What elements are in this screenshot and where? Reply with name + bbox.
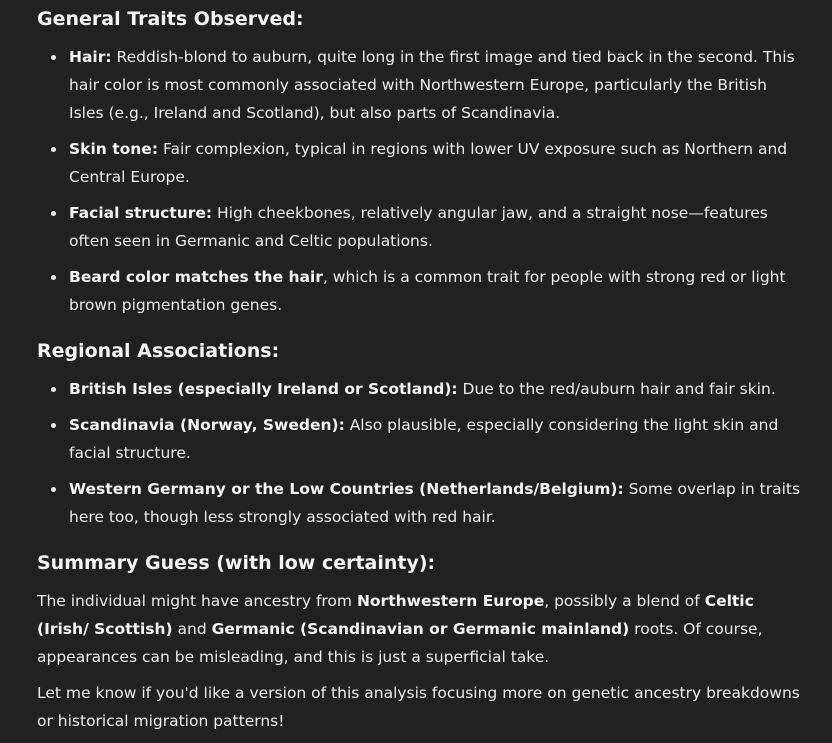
region-text-british-isles: Due to the red/auburn hair and fair skin. — [457, 380, 776, 398]
trait-text-beard: , which is a common trait for people with strong red or light brown pigmentation genes. — [69, 268, 786, 314]
summary-text: and — [172, 620, 212, 638]
trait-text-face: High cheekbones, relatively angular jaw, and a straight nose—features often seen in Germanic and Celtic populations. — [69, 204, 768, 250]
summary-emphasis: Northwestern Europe — [356, 592, 545, 610]
closing-paragraph: Let me know if you'd like a version of this analysis focusing more on genetic ancestry breakdowns or historical migration patterns! — [37, 684, 800, 730]
trait-label-hair: Hair: — [69, 48, 112, 66]
general-traits-list — [37, 43, 802, 319]
list-item — [69, 375, 802, 403]
heading-summary-guess: Summary Guess (with low certainty): — [37, 552, 436, 574]
list-item — [69, 411, 802, 467]
trait-label-beard: Beard color matches the hair — [69, 268, 323, 286]
heading-general-traits: General Traits Observed: — [37, 8, 304, 30]
trait-text-hair: Reddish-blond to auburn, quite long in the first image and tied back in the second. This hair color is most commonly associated with Northwestern Europe, particularly the British Isles (e.g., Ireland and Scotland), but also parts of Scandinavia. — [69, 48, 795, 122]
summary-text: roots. Of course, appearances can be misleading, and this is just a superficial take. — [37, 620, 763, 666]
region-label-british-isles: British Isles (especially Ireland or Scotland): — [69, 380, 458, 398]
summary-emphasis: Celtic (Irish/ Scottish) — [37, 592, 754, 638]
region-label-western-germany: Western Germany or the Low Countries (Netherlands/Belgium): — [69, 480, 624, 498]
list-item — [69, 263, 802, 319]
list-item — [69, 475, 802, 531]
summary-emphasis: Germanic (Scandinavian or Germanic mainland) — [211, 620, 630, 638]
region-text-western-germany: Some overlap in traits here too, though less strongly associated with red hair. — [69, 480, 801, 526]
trait-label-face: Facial structure: — [69, 204, 213, 222]
region-label-scandinavia: Scandinavia (Norway, Sweden): — [69, 416, 345, 434]
trait-text-skin: Fair complexion, typical in regions with lower UV exposure such as Northern and Central Europe. — [69, 140, 788, 186]
trait-label-skin: Skin tone: — [69, 140, 159, 158]
summary-text: The individual might have ancestry from — [37, 592, 357, 610]
list-item — [69, 199, 802, 255]
list-item — [69, 135, 802, 191]
list-item — [69, 43, 802, 127]
regional-associations-list — [37, 375, 802, 531]
region-text-scandinavia: Also plausible, especially considering the light skin and facial structure. — [69, 416, 779, 462]
heading-regional-associations: Regional Associations: — [37, 340, 280, 362]
summary-paragraph — [37, 587, 802, 671]
summary-text: , possibly a blend of — [544, 592, 705, 610]
